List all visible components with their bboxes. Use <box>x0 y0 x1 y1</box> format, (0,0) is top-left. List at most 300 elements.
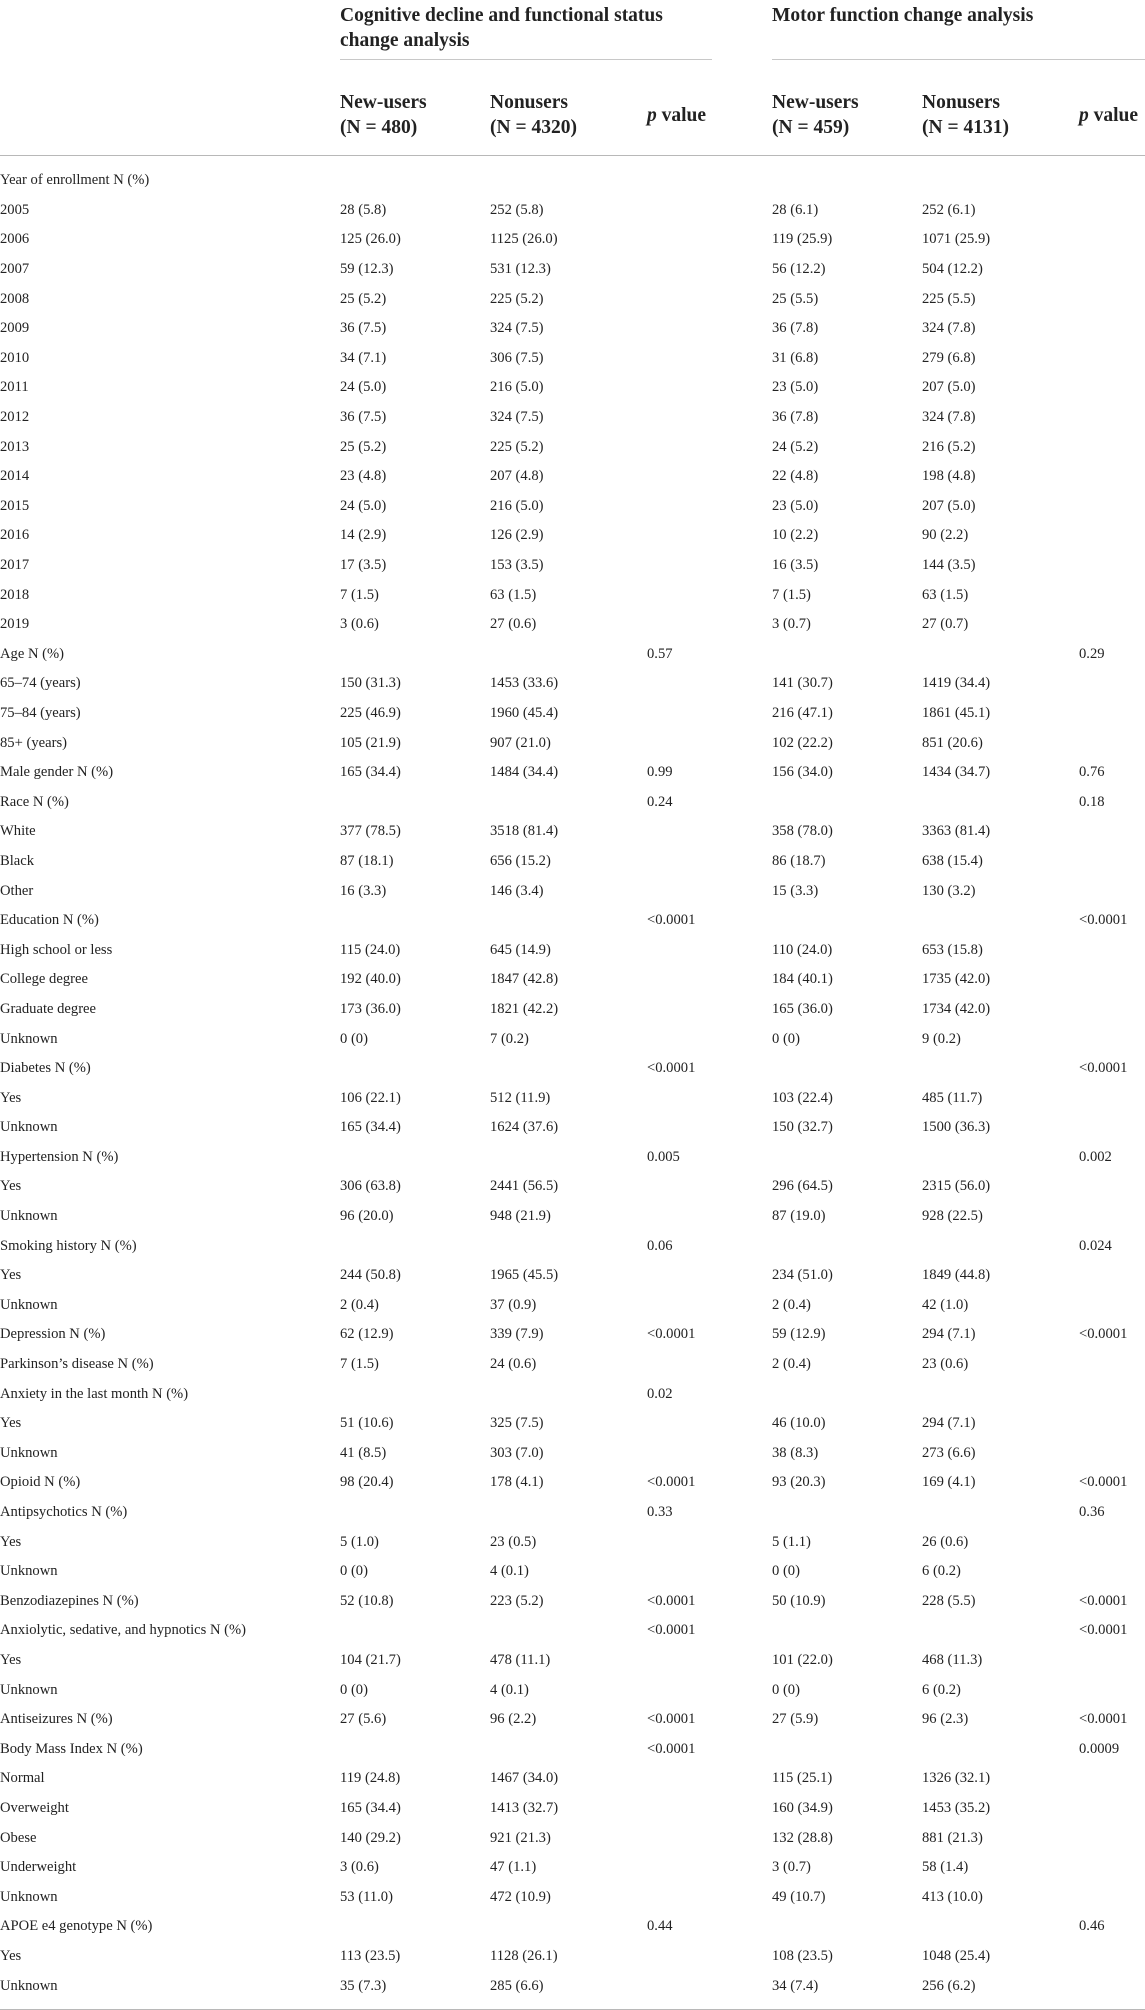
new-users-motor-cell: 87 (19.0) <box>772 1208 826 1225</box>
table-row <box>0 1261 1145 1291</box>
nonusers-cognitive-cell: 223 (5.2) <box>490 1592 544 1609</box>
nonusers-cognitive-cell: 252 (5.8) <box>490 201 544 218</box>
p-value-motor-cell <box>1079 1409 1145 1439</box>
nonusers-cognitive-cell: 324 (7.5) <box>490 320 544 337</box>
p-value-cognitive-cell <box>647 1853 772 1883</box>
label-cell: Depression N (%) <box>0 1326 106 1343</box>
new-users-motor-cell: 165 (36.0) <box>772 1000 833 1017</box>
p-value-word-2: value <box>1093 104 1139 126</box>
nonusers-cognitive-cell <box>490 1231 647 1261</box>
label-cell: Other <box>0 882 34 899</box>
new-users-motor-cell: 141 (30.7) <box>772 675 833 692</box>
p-value-motor-cell: <0.0001 <box>1079 1326 1128 1343</box>
p-value-motor-cell: 0.18 <box>1079 793 1105 810</box>
new-users-motor-cell <box>772 640 922 670</box>
table-row <box>0 1024 1145 1054</box>
p-italic-1: p <box>647 104 657 126</box>
table-row <box>0 432 1145 462</box>
nonusers-motor-cell <box>922 640 1079 670</box>
p-value-cognitive-cell: <0.0001 <box>647 1060 696 1077</box>
new-users-motor-cell: 34 (7.4) <box>772 1977 819 1994</box>
label-cell: 2005 <box>0 201 30 218</box>
header-spacer-cell <box>0 156 1145 167</box>
p-value-cognitive-cell <box>647 699 772 729</box>
label-cell: 2011 <box>0 379 29 396</box>
column-header-empty <box>0 60 340 156</box>
nonusers-motor-cell: 1500 (36.3) <box>922 1119 991 1136</box>
new-users-motor-cell <box>772 1498 922 1528</box>
table-row <box>0 1379 1145 1409</box>
p-value-motor-cell <box>1079 373 1145 403</box>
new-users-cognitive-cell <box>340 906 490 936</box>
nonusers-motor-cell: 252 (6.1) <box>922 201 976 218</box>
table-row <box>0 1912 1145 1942</box>
table-row <box>0 551 1145 581</box>
p-value-motor-cell: <0.0001 <box>1079 912 1128 929</box>
label-cell: 2008 <box>0 290 30 307</box>
new-users-cognitive-cell: 165 (34.4) <box>340 1119 401 1136</box>
p-value-cognitive-cell <box>647 1172 772 1202</box>
column-header-nonusers-2 <box>922 60 1079 156</box>
new-users-cognitive-cell <box>340 787 490 817</box>
label-cell: Smoking history N (%) <box>0 1237 137 1254</box>
new-users-cognitive-cell: 36 (7.5) <box>340 409 387 426</box>
table-row <box>0 1409 1145 1439</box>
p-value-cognitive-cell: 0.57 <box>647 645 673 662</box>
p-value-motor-cell <box>1079 314 1145 344</box>
nonusers-motor-cell <box>922 1231 1079 1261</box>
label-cell: Obese <box>0 1829 37 1846</box>
p-value-cognitive-cell <box>647 965 772 995</box>
p-value-cognitive-cell: 0.33 <box>647 1504 673 1521</box>
label-cell: 2006 <box>0 231 30 248</box>
p-value-cognitive-cell <box>647 373 772 403</box>
p-value-motor-cell <box>1079 1971 1145 2001</box>
new-users-cognitive-cell: 24 (5.0) <box>340 497 387 514</box>
p-value-cognitive-cell <box>647 1764 772 1794</box>
table-row <box>0 906 1145 936</box>
new-users-cognitive-cell: 27 (5.6) <box>340 1711 387 1728</box>
p-value-motor-cell <box>1079 255 1145 285</box>
nonusers-cognitive-cell: 4 (0.1) <box>490 1563 529 1580</box>
p-value-motor-cell <box>1079 1261 1145 1291</box>
nonusers-cognitive-cell: 216 (5.0) <box>490 497 544 514</box>
column-header-p-value-2 <box>1079 60 1145 156</box>
label-cell: Unknown <box>0 1444 58 1461</box>
new-users-cognitive-cell: 119 (24.8) <box>340 1770 401 1787</box>
new-users-motor-cell: 119 (25.9) <box>772 231 833 248</box>
p-value-cognitive-cell: <0.0001 <box>647 1592 696 1609</box>
nonusers-cognitive-cell: 96 (2.2) <box>490 1711 537 1728</box>
label-cell: 2009 <box>0 320 30 337</box>
table-row <box>0 1083 1145 1113</box>
p-value-motor-cell: 0.76 <box>1079 764 1105 781</box>
nonusers-cognitive-cell: 3518 (81.4) <box>490 823 559 840</box>
p-value-cognitive-cell <box>647 1113 772 1143</box>
new-users-cognitive-cell: 306 (63.8) <box>340 1178 401 1195</box>
new-users-motor-cell: 0 (0) <box>772 1563 800 1580</box>
new-users-motor-cell: 7 (1.5) <box>772 586 811 603</box>
p-value-motor-cell <box>1079 1942 1145 1972</box>
nonusers-motor-cell: 1419 (34.4) <box>922 675 991 692</box>
new-users-motor-cell: 59 (12.9) <box>772 1326 826 1343</box>
new-users-label-1: New-users <box>340 92 427 113</box>
new-users-cognitive-cell: 96 (20.0) <box>340 1208 394 1225</box>
table-row <box>0 403 1145 433</box>
table-row <box>0 255 1145 285</box>
nonusers-motor-cell: 169 (4.1) <box>922 1474 976 1491</box>
new-users-cognitive-cell: 3 (0.6) <box>340 616 379 633</box>
new-users-motor-cell: 3 (0.7) <box>772 1859 811 1876</box>
label-cell: Underweight <box>0 1859 77 1876</box>
p-value-cognitive-cell: 0.02 <box>647 1385 673 1402</box>
p-value-motor-cell: <0.0001 <box>1079 1474 1128 1491</box>
new-users-motor-cell: 23 (5.0) <box>772 497 819 514</box>
new-users-cognitive-cell: 0 (0) <box>340 1030 368 1047</box>
nonusers-cognitive-cell: 1413 (32.7) <box>490 1799 559 1816</box>
table-row <box>0 1172 1145 1202</box>
table-row <box>0 1350 1145 1380</box>
new-users-motor-cell: 93 (20.3) <box>772 1474 826 1491</box>
p-value-motor-cell <box>1079 610 1145 640</box>
nonusers-cognitive-cell: 948 (21.9) <box>490 1208 551 1225</box>
label-cell: Antipsychotics N (%) <box>0 1504 128 1521</box>
table-row <box>0 1764 1145 1794</box>
empty-corner-cell <box>0 0 340 60</box>
p-value-motor-cell <box>1079 728 1145 758</box>
p-value-motor-cell <box>1079 1172 1145 1202</box>
nonusers-cognitive-cell: 645 (14.9) <box>490 941 551 958</box>
p-value-motor-cell <box>1079 551 1145 581</box>
nonusers-motor-cell <box>922 1143 1079 1173</box>
table-row <box>0 1439 1145 1469</box>
nonusers-cognitive-cell <box>490 166 647 196</box>
new-users-cognitive-cell <box>340 1054 490 1084</box>
nonusers-motor-cell: 413 (10.0) <box>922 1888 983 1905</box>
table-row <box>0 1557 1145 1587</box>
column-header-p-value-1 <box>647 60 772 156</box>
p-value-cognitive-cell: <0.0001 <box>647 1711 696 1728</box>
nonusers-cognitive-cell: 324 (7.5) <box>490 409 544 426</box>
label-cell: College degree <box>0 971 88 988</box>
new-users-cognitive-cell <box>340 1912 490 1942</box>
label-cell: High school or less <box>0 941 113 958</box>
p-value-cognitive-cell <box>647 432 772 462</box>
table-row <box>0 1587 1145 1617</box>
nonusers-motor-cell: 324 (7.8) <box>922 320 976 337</box>
nonusers-motor-cell: 279 (6.8) <box>922 349 976 366</box>
new-users-cognitive-cell: 0 (0) <box>340 1563 368 1580</box>
table-row <box>0 1942 1145 1972</box>
nonusers-cognitive-cell: 1484 (34.4) <box>490 764 559 781</box>
label-cell: Body Mass Index N (%) <box>0 1740 143 1757</box>
new-users-motor-cell <box>772 1379 922 1409</box>
new-users-motor-cell: 115 (25.1) <box>772 1770 833 1787</box>
new-users-motor-cell <box>772 787 922 817</box>
new-users-motor-cell: 0 (0) <box>772 1681 800 1698</box>
table-row <box>0 1113 1145 1143</box>
nonusers-cognitive-cell <box>490 1616 647 1646</box>
table-row <box>0 1143 1145 1173</box>
nonusers-cognitive-cell: 285 (6.6) <box>490 1977 544 1994</box>
table-row <box>0 1734 1145 1764</box>
p-value-motor-cell <box>1079 1764 1145 1794</box>
nonusers-cognitive-cell: 478 (11.1) <box>490 1651 551 1668</box>
p-value-cognitive-cell <box>647 995 772 1025</box>
nonusers-motor-cell: 26 (0.6) <box>922 1533 969 1550</box>
table-row <box>0 669 1145 699</box>
new-users-motor-cell: 38 (8.3) <box>772 1444 819 1461</box>
p-value-cognitive-cell: 0.99 <box>647 764 673 781</box>
new-users-cognitive-cell <box>340 1231 490 1261</box>
p-value-cognitive-cell <box>647 1083 772 1113</box>
new-users-motor-cell: 56 (12.2) <box>772 261 826 278</box>
new-users-cognitive-cell <box>340 1498 490 1528</box>
table-row <box>0 1705 1145 1735</box>
table-row <box>0 225 1145 255</box>
nonusers-motor-cell: 1434 (34.7) <box>922 764 991 781</box>
table-row <box>0 1054 1145 1084</box>
column-header-row <box>0 60 1145 156</box>
new-users-motor-cell <box>772 906 922 936</box>
label-cell: White <box>0 823 36 840</box>
nonusers-cognitive-cell: 1128 (26.1) <box>490 1947 558 1964</box>
nonusers-motor-cell: 63 (1.5) <box>922 586 969 603</box>
new-users-motor-cell: 2 (0.4) <box>772 1296 811 1313</box>
label-cell: Unknown <box>0 1563 58 1580</box>
label-cell: 85+ (years) <box>0 734 67 751</box>
table-row <box>0 344 1145 374</box>
nonusers-motor-cell: 1849 (44.8) <box>922 1267 991 1284</box>
p-value-cognitive-cell <box>647 166 772 196</box>
p-value-motor-cell <box>1079 521 1145 551</box>
column-header-new-users-2 <box>772 60 922 156</box>
nonusers-cognitive-cell: 907 (21.0) <box>490 734 551 751</box>
table-row <box>0 876 1145 906</box>
nonusers-motor-cell: 207 (5.0) <box>922 379 976 396</box>
p-value-motor-cell <box>1079 462 1145 492</box>
nonusers-motor-cell: 58 (1.4) <box>922 1859 969 1876</box>
label-cell: Overweight <box>0 1799 69 1816</box>
p-value-motor-cell <box>1079 1853 1145 1883</box>
nonusers-n-2: (N = 4131) <box>922 117 1009 138</box>
new-users-cognitive-cell: 225 (46.9) <box>340 704 401 721</box>
nonusers-motor-cell: 294 (7.1) <box>922 1326 976 1343</box>
label-cell: Yes <box>0 1947 22 1964</box>
p-value-motor-cell: 0.002 <box>1079 1148 1112 1165</box>
p-value-cognitive-cell: <0.0001 <box>647 1740 696 1757</box>
new-users-motor-cell: 102 (22.2) <box>772 734 833 751</box>
p-value-cognitive-cell <box>647 344 772 374</box>
nonusers-label-2: Nonusers <box>922 92 1001 113</box>
nonusers-motor-cell: 23 (0.6) <box>922 1356 969 1373</box>
p-value-cognitive-cell <box>647 1527 772 1557</box>
p-value-cognitive-cell <box>647 1646 772 1676</box>
p-value-cognitive-cell <box>647 580 772 610</box>
nonusers-motor-cell: 1734 (42.0) <box>922 1000 991 1017</box>
new-users-cognitive-cell: 173 (36.0) <box>340 1000 401 1017</box>
p-value-motor-cell: 0.46 <box>1079 1918 1105 1935</box>
new-users-cognitive-cell: 105 (21.9) <box>340 734 401 751</box>
nonusers-motor-cell: 9 (0.2) <box>922 1030 961 1047</box>
p-value-cognitive-cell <box>647 1882 772 1912</box>
nonusers-cognitive-cell: 472 (10.9) <box>490 1888 551 1905</box>
p-value-cognitive-cell <box>647 1557 772 1587</box>
label-cell: Yes <box>0 1267 22 1284</box>
new-users-motor-cell: 3 (0.7) <box>772 616 811 633</box>
new-users-cognitive-cell: 34 (7.1) <box>340 349 387 366</box>
new-users-motor-cell: 216 (47.1) <box>772 704 833 721</box>
nonusers-motor-cell <box>922 1912 1079 1942</box>
group-header-cognitive-label: Cognitive decline and functional status change analysis <box>340 4 663 51</box>
nonusers-motor-cell: 851 (20.6) <box>922 734 983 751</box>
new-users-motor-cell: 16 (3.5) <box>772 557 819 574</box>
nonusers-motor-cell: 42 (1.0) <box>922 1296 969 1313</box>
new-users-cognitive-cell: 7 (1.5) <box>340 1356 379 1373</box>
nonusers-cognitive-cell: 325 (7.5) <box>490 1415 544 1432</box>
nonusers-motor-cell: 324 (7.8) <box>922 409 976 426</box>
nonusers-cognitive-cell: 146 (3.4) <box>490 882 544 899</box>
new-users-motor-cell: 15 (3.3) <box>772 882 819 899</box>
label-cell: Unknown <box>0 1296 58 1313</box>
label-cell: Unknown <box>0 1208 58 1225</box>
p-value-cognitive-cell <box>647 403 772 433</box>
p-value-cognitive-cell <box>647 1439 772 1469</box>
nonusers-motor-cell: 207 (5.0) <box>922 497 976 514</box>
column-header-nonusers-1 <box>490 60 647 156</box>
p-value-cognitive-cell <box>647 551 772 581</box>
p-value-motor-cell: <0.0001 <box>1079 1060 1128 1077</box>
p-value-motor-cell <box>1079 1350 1145 1380</box>
table-end-row <box>0 2001 1145 2010</box>
p-value-cognitive-cell <box>647 1942 772 1972</box>
nonusers-motor-cell: 6 (0.2) <box>922 1681 961 1698</box>
p-value-cognitive-cell <box>647 935 772 965</box>
new-users-motor-cell <box>772 1054 922 1084</box>
table-row <box>0 935 1145 965</box>
nonusers-cognitive-cell: 512 (11.9) <box>490 1089 551 1106</box>
new-users-cognitive-cell: 62 (12.9) <box>340 1326 394 1343</box>
new-users-motor-cell: 23 (5.0) <box>772 379 819 396</box>
p-value-motor-cell <box>1079 1675 1145 1705</box>
new-users-cognitive-cell: 125 (26.0) <box>340 231 401 248</box>
label-cell: 75–84 (years) <box>0 704 81 721</box>
p-value-motor-cell <box>1079 1083 1145 1113</box>
new-users-cognitive-cell: 140 (29.2) <box>340 1829 401 1846</box>
nonusers-cognitive-cell: 24 (0.6) <box>490 1356 537 1373</box>
new-users-motor-cell: 36 (7.8) <box>772 320 819 337</box>
label-cell: 2019 <box>0 616 30 633</box>
nonusers-cognitive-cell: 178 (4.1) <box>490 1474 544 1491</box>
nonusers-motor-cell: 96 (2.3) <box>922 1711 969 1728</box>
column-header-new-users-1 <box>340 60 490 156</box>
p-value-cognitive-cell <box>647 284 772 314</box>
new-users-motor-cell: 27 (5.9) <box>772 1711 819 1728</box>
p-value-cognitive-cell: <0.0001 <box>647 1474 696 1491</box>
p-value-cognitive-cell: 0.24 <box>647 793 673 810</box>
p-value-motor-cell <box>1079 1379 1145 1409</box>
new-users-cognitive-cell: 104 (21.7) <box>340 1651 401 1668</box>
new-users-cognitive-cell: 3 (0.6) <box>340 1859 379 1876</box>
nonusers-motor-cell: 273 (6.6) <box>922 1444 976 1461</box>
label-cell: Unknown <box>0 1888 58 1905</box>
new-users-cognitive-cell: 51 (10.6) <box>340 1415 394 1432</box>
group-header-motor <box>772 0 1145 60</box>
nonusers-motor-cell: 1326 (32.1) <box>922 1770 991 1787</box>
label-cell: Yes <box>0 1178 22 1195</box>
nonusers-cognitive-cell <box>490 787 647 817</box>
label-cell: Race N (%) <box>0 793 69 810</box>
nonusers-motor-cell: 928 (22.5) <box>922 1208 983 1225</box>
p-value-cognitive-cell <box>647 1202 772 1232</box>
p-value-motor-cell <box>1079 847 1145 877</box>
nonusers-motor-cell <box>922 1616 1079 1646</box>
table-row <box>0 1291 1145 1321</box>
p-value-motor-cell <box>1079 1291 1145 1321</box>
nonusers-cognitive-cell: 207 (4.8) <box>490 468 544 485</box>
group-header-motor-rule <box>772 3 1145 60</box>
label-cell: Anxiolytic, sedative, and hypnotics N (%) <box>0 1622 247 1639</box>
new-users-cognitive-cell: 25 (5.2) <box>340 438 387 455</box>
p-value-cognitive-cell <box>647 521 772 551</box>
nonusers-label-1: Nonusers <box>490 92 569 113</box>
nonusers-cognitive-cell: 1960 (45.4) <box>490 704 559 721</box>
label-cell: 2015 <box>0 497 30 514</box>
p-value-motor-cell <box>1079 1882 1145 1912</box>
p-value-cognitive-cell <box>647 462 772 492</box>
new-users-motor-cell: 101 (22.0) <box>772 1651 833 1668</box>
nonusers-cognitive-cell: 656 (15.2) <box>490 852 551 869</box>
p-value-cognitive-cell <box>647 1823 772 1853</box>
new-users-motor-cell <box>772 1143 922 1173</box>
new-users-cognitive-cell <box>340 166 490 196</box>
p-value-cognitive-cell <box>647 847 772 877</box>
new-users-cognitive-cell <box>340 1379 490 1409</box>
label-cell: Yes <box>0 1651 22 1668</box>
new-users-motor-cell: 31 (6.8) <box>772 349 819 366</box>
nonusers-motor-cell: 294 (7.1) <box>922 1415 976 1432</box>
p-italic-2: p <box>1079 104 1089 126</box>
nonusers-cognitive-cell: 1453 (33.6) <box>490 675 559 692</box>
label-cell: Yes <box>0 1533 22 1550</box>
p-value-cognitive-cell <box>647 1794 772 1824</box>
p-value-motor-cell: <0.0001 <box>1079 1592 1128 1609</box>
new-users-cognitive-cell: 244 (50.8) <box>340 1267 401 1284</box>
new-users-motor-cell: 358 (78.0) <box>772 823 833 840</box>
new-users-motor-cell: 24 (5.2) <box>772 438 819 455</box>
nonusers-motor-cell: 504 (12.2) <box>922 261 983 278</box>
new-users-cognitive-cell: 59 (12.3) <box>340 261 394 278</box>
p-value-motor-cell <box>1079 344 1145 374</box>
label-cell: Age N (%) <box>0 645 65 662</box>
new-users-motor-cell: 50 (10.9) <box>772 1592 826 1609</box>
table-row <box>0 699 1145 729</box>
p-value-cognitive-cell: 0.44 <box>647 1918 673 1935</box>
new-users-motor-cell: 49 (10.7) <box>772 1888 826 1905</box>
p-value-motor-cell <box>1079 1024 1145 1054</box>
new-users-cognitive-cell: 192 (40.0) <box>340 971 401 988</box>
nonusers-cognitive-cell: 1847 (42.8) <box>490 971 559 988</box>
label-cell: Yes <box>0 1089 22 1106</box>
label-cell: 2013 <box>0 438 30 455</box>
table-row <box>0 1794 1145 1824</box>
p-value-motor-cell <box>1079 1557 1145 1587</box>
label-cell: Male gender N (%) <box>0 764 114 781</box>
p-value-cognitive-cell <box>647 1409 772 1439</box>
label-cell: Black <box>0 852 35 869</box>
p-value-motor-cell: 0.0009 <box>1079 1740 1120 1757</box>
p-value-motor-cell <box>1079 1202 1145 1232</box>
